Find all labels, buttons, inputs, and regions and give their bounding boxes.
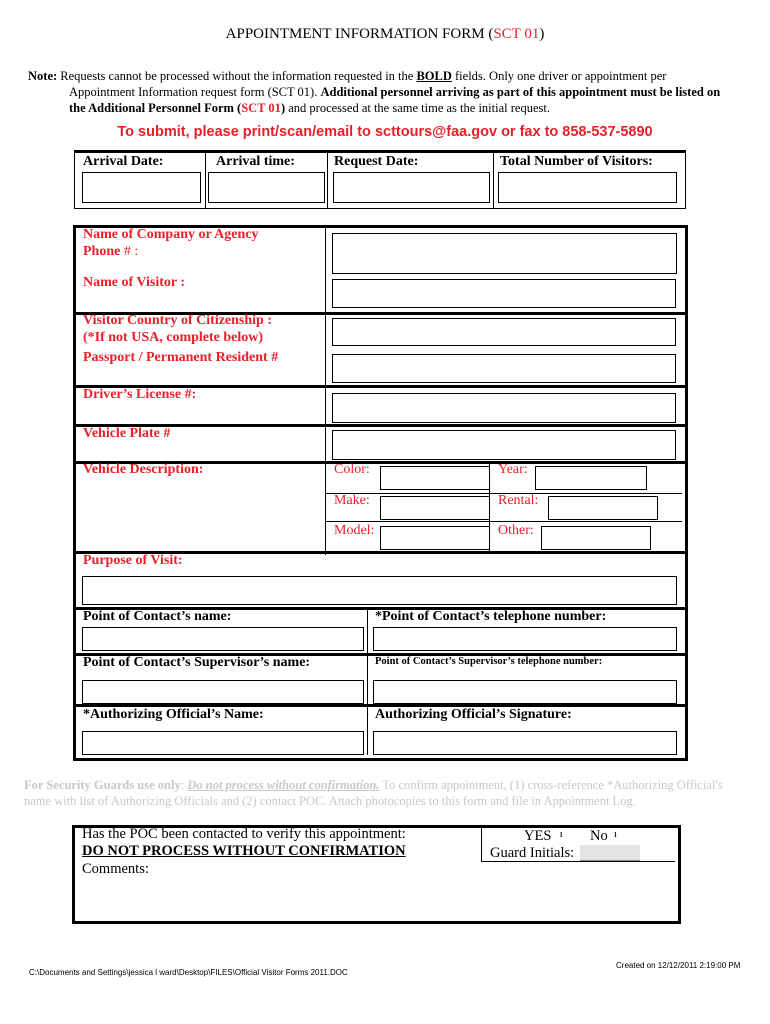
arrival-date-label: Arrival Date:: [83, 154, 164, 169]
authorizing-name-label: *Authorizing Official’s Name:: [83, 707, 264, 722]
file-path: C:\Documents and Settings\jessica l ward\Desktop\FILES\Official Visitor Forms 2011.DOC: [29, 968, 348, 977]
total-visitors-label: Total Number of Visitors:: [500, 154, 653, 169]
no-option[interactable]: No $^ı$: [590, 828, 617, 844]
model-label: Model:: [334, 523, 375, 538]
yes-option[interactable]: YES $^ı$: [524, 828, 563, 844]
form-code: SCT 01: [493, 26, 540, 42]
supervisor-phone-label: Point of Contact’s Supervisor’s telephone number:: [375, 656, 603, 667]
phone-label: Phone # :: [83, 244, 139, 259]
company-phone-field[interactable]: [332, 233, 677, 274]
arrival-time-field[interactable]: [208, 172, 325, 203]
poc-question: Has the POC been contacted to verify this appointment:: [82, 826, 406, 842]
request-date-label: Request Date:: [334, 154, 419, 169]
form-title: APPOINTMENT INFORMATION FORM (SCT 01): [225, 26, 545, 42]
guard-initials-label: Guard Initials:: [490, 845, 575, 861]
color-label: Color:: [334, 462, 370, 477]
vehicle-plate-field[interactable]: [332, 430, 676, 460]
poc-name-label: Point of Contact’s name:: [83, 609, 232, 624]
comments-label: Comments:: [82, 861, 149, 877]
rental-label: Rental:: [498, 493, 539, 508]
vehicle-plate-label: Vehicle Plate #: [83, 426, 171, 441]
authorizing-signature-label: Authorizing Official’s Signature:: [375, 707, 572, 722]
other-field[interactable]: [541, 526, 651, 550]
guard-initials-field[interactable]: [580, 845, 640, 861]
make-label: Make:: [334, 493, 370, 508]
visitor-name-field[interactable]: [332, 279, 676, 308]
authorizing-signature-field[interactable]: [373, 731, 677, 755]
year-field[interactable]: [535, 466, 647, 490]
company-label: Name of Company or Agency: [83, 227, 259, 242]
purpose-field[interactable]: [82, 576, 677, 605]
vehicle-description-label: Vehicle Description:: [83, 462, 204, 477]
no-checkbox[interactable]: ı: [611, 828, 617, 840]
citizenship-label: Visitor Country of Citizenship :: [83, 313, 272, 328]
color-field[interactable]: [380, 466, 490, 490]
supervisor-phone-field[interactable]: [373, 680, 677, 704]
make-field[interactable]: [380, 496, 490, 520]
note-text: Note: Requests cannot be processed without the information requested in the BOLD fields. Only one driver or appointment per Appointment Information request form (SCT 01). Additional personnel arriving as part of this appointment must be listed on the Additional Personnel Form (SCT 01) and processed at the same time as the initial request.: [28, 69, 721, 115]
poc-phone-field[interactable]: [373, 627, 677, 651]
year-label: Year:: [498, 462, 528, 477]
guard-instructions: For Security Guards use only: Do not process without confirmation. To confirm appointment, (1) cross-reference *Authorizing Official's name with list of Authorizing Officials and (2) contact POC. Attach photocopies to this form and file in Appointment Log.: [24, 778, 723, 808]
purpose-label: Purpose of Visit:: [83, 553, 183, 568]
total-visitors-field[interactable]: [498, 172, 677, 203]
model-field[interactable]: [380, 526, 490, 550]
created-date: Created on 12/12/2011 2:19:00 PM: [616, 961, 741, 970]
poc-phone-label: *Point of Contact’s telephone number:: [375, 609, 607, 624]
arrival-date-field[interactable]: [82, 172, 201, 203]
drivers-license-label: Driver’s License #:: [83, 387, 197, 402]
supervisor-name-label: Point of Contact’s Supervisor’s name:: [83, 655, 311, 670]
passport-field[interactable]: [332, 354, 676, 383]
poc-name-field[interactable]: [82, 627, 364, 651]
rental-field[interactable]: [548, 496, 658, 520]
request-date-field[interactable]: [333, 172, 490, 203]
supervisor-name-field[interactable]: [82, 680, 364, 704]
drivers-license-field[interactable]: [332, 393, 676, 423]
passport-label: Passport / Permanent Resident #: [83, 350, 279, 365]
submit-instructions: To submit, please print/scan/email to scttours@faa.gov or fax to 858-537-5890: [117, 124, 653, 140]
authorizing-name-field[interactable]: [82, 731, 364, 755]
arrival-time-label: Arrival time:: [216, 154, 295, 169]
visitor-name-label: Name of Visitor :: [83, 275, 185, 290]
yes-checkbox[interactable]: ı: [557, 828, 563, 840]
citizenship-note: (*If not USA, complete below): [83, 330, 264, 345]
do-not-process-warning: DO NOT PROCESS WITHOUT CONFIRMATION: [82, 843, 406, 859]
citizenship-field[interactable]: [332, 318, 676, 346]
other-label: Other:: [498, 523, 534, 538]
